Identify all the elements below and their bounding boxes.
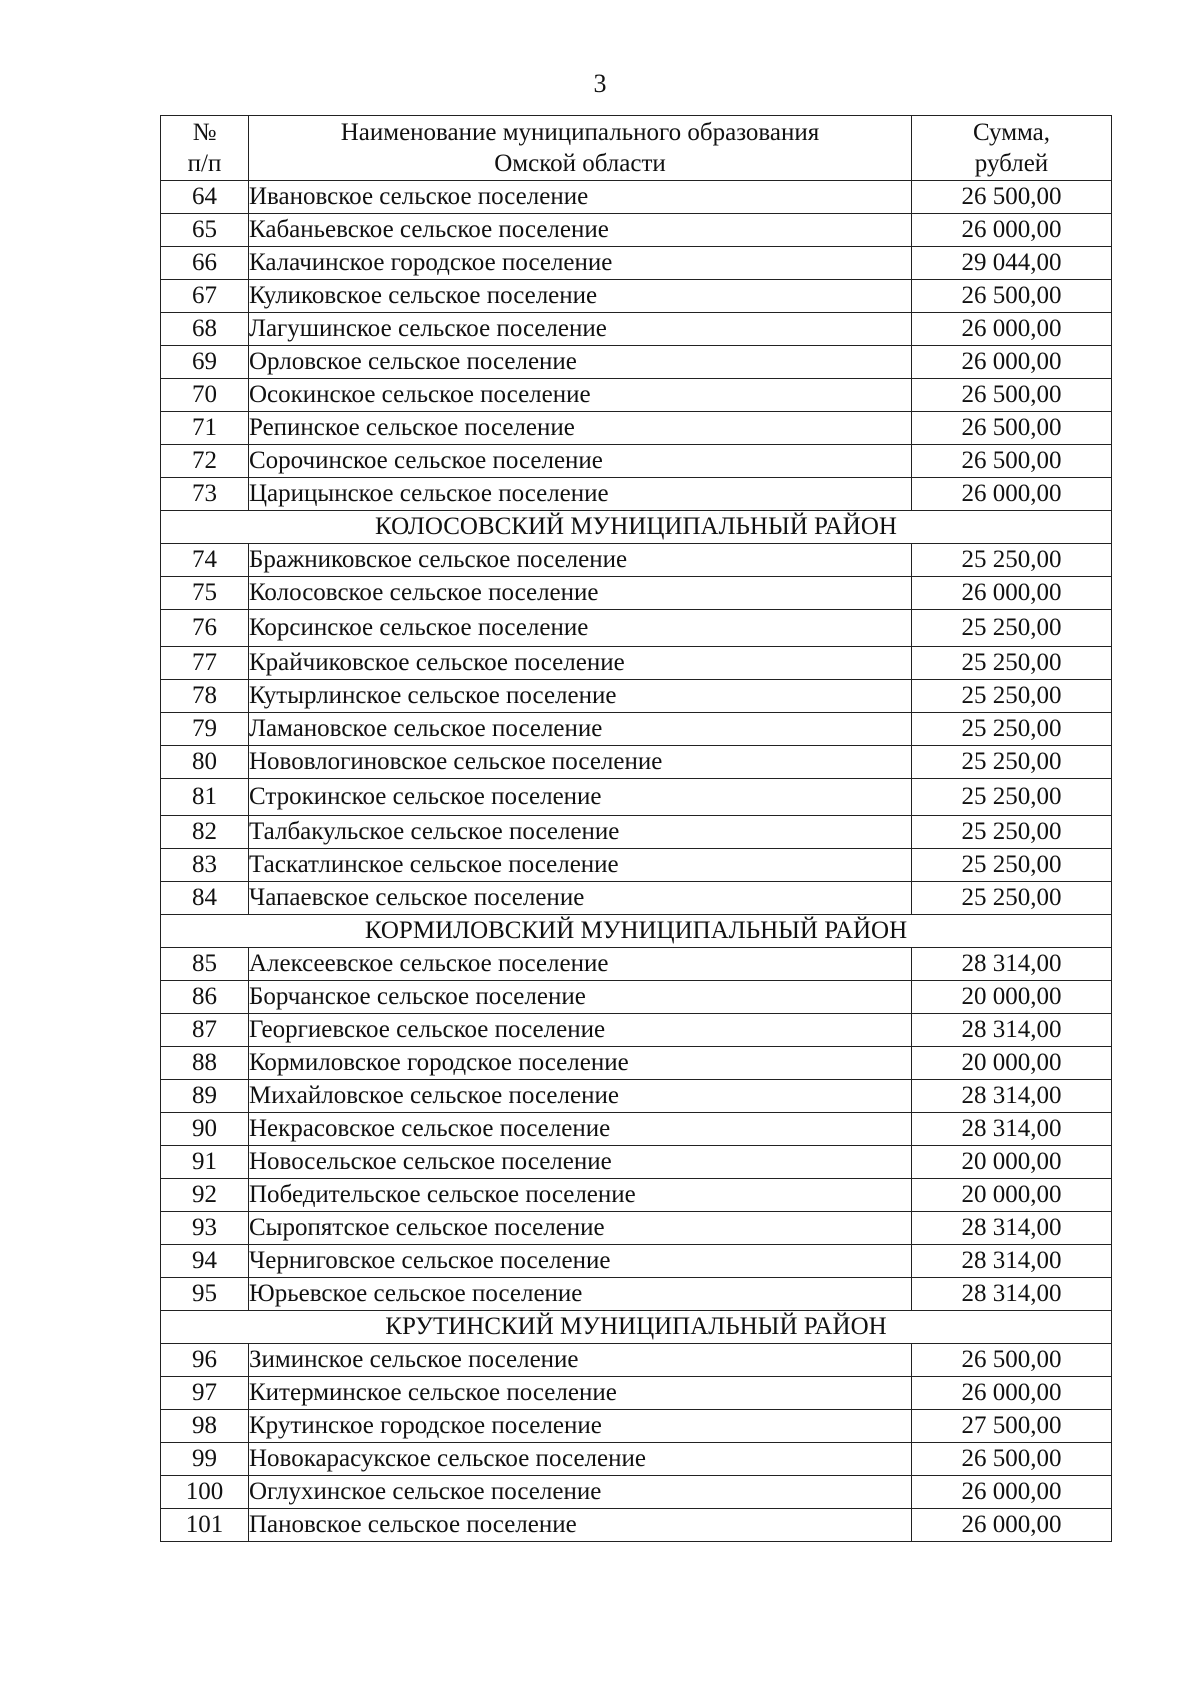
row-number: 73 — [161, 478, 249, 511]
table-row — [161, 1212, 1112, 1245]
amount: 25 250,00 — [912, 544, 1112, 577]
municipality-name: Новокарасукское сельское поселение — [249, 1443, 912, 1476]
header-name-line2: Омской области — [494, 150, 666, 177]
municipality-name: Орловское сельское поселение — [249, 346, 912, 379]
amount: 28 314,00 — [912, 1212, 1112, 1245]
header-sum — [912, 116, 1112, 181]
municipality-name: Оглухинское сельское поселение — [249, 1476, 912, 1509]
row-number: 65 — [161, 214, 249, 247]
table-row — [161, 1443, 1112, 1476]
municipality-name: Кормиловское городское поселение — [249, 1047, 912, 1080]
amount: 26 000,00 — [912, 214, 1112, 247]
municipality-name: Новосельское сельское поселение — [249, 1146, 912, 1179]
row-number: 67 — [161, 280, 249, 313]
row-number: 89 — [161, 1080, 249, 1113]
table-row — [161, 1476, 1112, 1509]
table-row — [161, 214, 1112, 247]
table-row — [161, 1080, 1112, 1113]
row-number: 82 — [161, 816, 249, 849]
amount: 26 000,00 — [912, 577, 1112, 610]
table-row — [161, 610, 1112, 647]
row-number: 99 — [161, 1443, 249, 1476]
amount: 26 000,00 — [912, 346, 1112, 379]
municipality-name: Борчанское сельское поселение — [249, 981, 912, 1014]
municipality-name: Бражниковское сельское поселение — [249, 544, 912, 577]
district-row — [161, 915, 1112, 948]
table-row — [161, 412, 1112, 445]
district-row — [161, 1311, 1112, 1344]
table-row — [161, 280, 1112, 313]
amount: 26 000,00 — [912, 1377, 1112, 1410]
district-name: КРУТИНСКИЙ МУНИЦИПАЛЬНЫЙ РАЙОН — [161, 1311, 1112, 1344]
row-number: 87 — [161, 1014, 249, 1047]
municipality-name: Ивановское сельское поселение — [249, 181, 912, 214]
page-number: 3 — [593, 69, 607, 98]
row-number: 100 — [161, 1476, 249, 1509]
row-number: 72 — [161, 445, 249, 478]
amount: 25 250,00 — [912, 713, 1112, 746]
amount: 26 000,00 — [912, 1509, 1112, 1542]
amount: 28 314,00 — [912, 1113, 1112, 1146]
municipality-name: Чапаевское сельское поселение — [249, 882, 912, 915]
amount: 26 500,00 — [912, 412, 1112, 445]
header-num-line2: п/п — [187, 150, 222, 177]
municipality-name: Калачинское городское поселение — [249, 247, 912, 280]
amount: 25 250,00 — [912, 779, 1112, 816]
table-row — [161, 1509, 1112, 1542]
amount: 28 314,00 — [912, 1245, 1112, 1278]
row-number: 78 — [161, 680, 249, 713]
municipality-name: Сыропятское сельское поселение — [249, 1212, 912, 1245]
table-row — [161, 1146, 1112, 1179]
municipality-name: Михайловское сельское поселение — [249, 1080, 912, 1113]
amount: 25 250,00 — [912, 882, 1112, 915]
amount: 20 000,00 — [912, 1179, 1112, 1212]
municipal-amounts-table — [160, 115, 1112, 1542]
row-number: 70 — [161, 379, 249, 412]
table-row — [161, 478, 1112, 511]
amount: 26 500,00 — [912, 1443, 1112, 1476]
table-row — [161, 1014, 1112, 1047]
table-row — [161, 1245, 1112, 1278]
table-row — [161, 882, 1112, 915]
table-header — [161, 116, 1112, 181]
amount: 25 250,00 — [912, 647, 1112, 680]
amount: 26 500,00 — [912, 445, 1112, 478]
row-number: 93 — [161, 1212, 249, 1245]
municipality-name: Черниговское сельское поселение — [249, 1245, 912, 1278]
municipality-name: Юрьевское сельское поселение — [249, 1278, 912, 1311]
row-number: 91 — [161, 1146, 249, 1179]
municipality-name: Алексеевское сельское поселение — [249, 948, 912, 981]
table-row — [161, 849, 1112, 882]
amount: 25 250,00 — [912, 610, 1112, 647]
row-number: 92 — [161, 1179, 249, 1212]
row-number: 71 — [161, 412, 249, 445]
municipality-name: Китерминское сельское поселение — [249, 1377, 912, 1410]
amount: 28 314,00 — [912, 948, 1112, 981]
row-number: 96 — [161, 1344, 249, 1377]
table-row — [161, 544, 1112, 577]
table-row — [161, 247, 1112, 280]
table-body — [161, 181, 1112, 1542]
municipality-name: Осокинское сельское поселение — [249, 379, 912, 412]
municipality-name: Зиминское сельское поселение — [249, 1344, 912, 1377]
amount: 20 000,00 — [912, 1047, 1112, 1080]
amount: 28 314,00 — [912, 1278, 1112, 1311]
table-row — [161, 181, 1112, 214]
municipality-name: Победительское сельское поселение — [249, 1179, 912, 1212]
municipality-name: Некрасовское сельское поселение — [249, 1113, 912, 1146]
row-number: 66 — [161, 247, 249, 280]
table-row — [161, 445, 1112, 478]
row-number: 86 — [161, 981, 249, 1014]
municipality-name: Колосовское сельское поселение — [249, 577, 912, 610]
table-row — [161, 1113, 1112, 1146]
table-row — [161, 816, 1112, 849]
table-row — [161, 1179, 1112, 1212]
row-number: 101 — [161, 1509, 249, 1542]
table-row — [161, 346, 1112, 379]
amount: 26 000,00 — [912, 478, 1112, 511]
table-row — [161, 1410, 1112, 1443]
amount: 27 500,00 — [912, 1410, 1112, 1443]
row-number: 88 — [161, 1047, 249, 1080]
amount: 26 500,00 — [912, 181, 1112, 214]
table-row — [161, 1278, 1112, 1311]
row-number: 74 — [161, 544, 249, 577]
table-row — [161, 746, 1112, 779]
header-sum-line1: Сумма, — [972, 119, 1051, 146]
header-num-line1: № — [192, 119, 217, 146]
amount: 25 250,00 — [912, 680, 1112, 713]
row-number: 68 — [161, 313, 249, 346]
municipality-name: Ламановское сельское поселение — [249, 713, 912, 746]
municipality-name: Крайчиковское сельское поселение — [249, 647, 912, 680]
amount: 28 314,00 — [912, 1080, 1112, 1113]
amount: 20 000,00 — [912, 981, 1112, 1014]
table-row — [161, 1377, 1112, 1410]
table-row — [161, 1344, 1112, 1377]
district-row — [161, 511, 1112, 544]
amount: 26 000,00 — [912, 313, 1112, 346]
amount: 26 500,00 — [912, 379, 1112, 412]
header-num — [161, 116, 249, 181]
table-row — [161, 1047, 1112, 1080]
row-number: 79 — [161, 713, 249, 746]
row-number: 80 — [161, 746, 249, 779]
municipality-name: Пановское сельское поселение — [249, 1509, 912, 1542]
row-number: 85 — [161, 948, 249, 981]
amount: 25 250,00 — [912, 816, 1112, 849]
amount: 29 044,00 — [912, 247, 1112, 280]
table-row — [161, 379, 1112, 412]
row-number: 64 — [161, 181, 249, 214]
row-number: 97 — [161, 1377, 249, 1410]
row-number: 77 — [161, 647, 249, 680]
header-name — [249, 116, 912, 181]
table-row — [161, 713, 1112, 746]
table-row — [161, 981, 1112, 1014]
amount: 25 250,00 — [912, 849, 1112, 882]
municipality-name: Талбакульское сельское поселение — [249, 816, 912, 849]
municipality-name: Кабаньевское сельское поселение — [249, 214, 912, 247]
amount: 25 250,00 — [912, 746, 1112, 779]
row-number: 83 — [161, 849, 249, 882]
amount: 26 500,00 — [912, 1344, 1112, 1377]
table-row — [161, 948, 1112, 981]
municipality-name: Сорочинское сельское поселение — [249, 445, 912, 478]
amount: 26 000,00 — [912, 1476, 1112, 1509]
district-name: КОРМИЛОВСКИЙ МУНИЦИПАЛЬНЫЙ РАЙОН — [161, 915, 1112, 948]
row-number: 94 — [161, 1245, 249, 1278]
header-row — [161, 116, 1112, 181]
header-name-line1: Наименование муниципального образования — [340, 119, 820, 146]
municipality-name: Георгиевское сельское поселение — [249, 1014, 912, 1047]
amount: 20 000,00 — [912, 1146, 1112, 1179]
row-number: 69 — [161, 346, 249, 379]
row-number: 84 — [161, 882, 249, 915]
municipality-name: Царицынское сельское поселение — [249, 478, 912, 511]
row-number: 81 — [161, 779, 249, 816]
header-sum-line2: рублей — [974, 150, 1049, 177]
municipality-name: Строкинское сельское поселение — [249, 779, 912, 816]
amount: 28 314,00 — [912, 1014, 1112, 1047]
row-number: 76 — [161, 610, 249, 647]
table-row — [161, 313, 1112, 346]
row-number: 95 — [161, 1278, 249, 1311]
row-number: 90 — [161, 1113, 249, 1146]
municipality-name: Репинское сельское поселение — [249, 412, 912, 445]
table-row — [161, 680, 1112, 713]
municipality-name: Лагушинское сельское поселение — [249, 313, 912, 346]
row-number: 98 — [161, 1410, 249, 1443]
district-name: КОЛОСОВСКИЙ МУНИЦИПАЛЬНЫЙ РАЙОН — [161, 511, 1112, 544]
municipality-name: Нововлогиновское сельское поселение — [249, 746, 912, 779]
municipality-name: Кутырлинское сельское поселение — [249, 680, 912, 713]
municipality-name: Куликовское сельское поселение — [249, 280, 912, 313]
amount: 26 500,00 — [912, 280, 1112, 313]
municipality-name: Таскатлинское сельское поселение — [249, 849, 912, 882]
table-row — [161, 577, 1112, 610]
table-row — [161, 779, 1112, 816]
municipality-name: Крутинское городское поселение — [249, 1410, 912, 1443]
municipality-name: Корсинское сельское поселение — [249, 610, 912, 647]
table-row — [161, 647, 1112, 680]
row-number: 75 — [161, 577, 249, 610]
